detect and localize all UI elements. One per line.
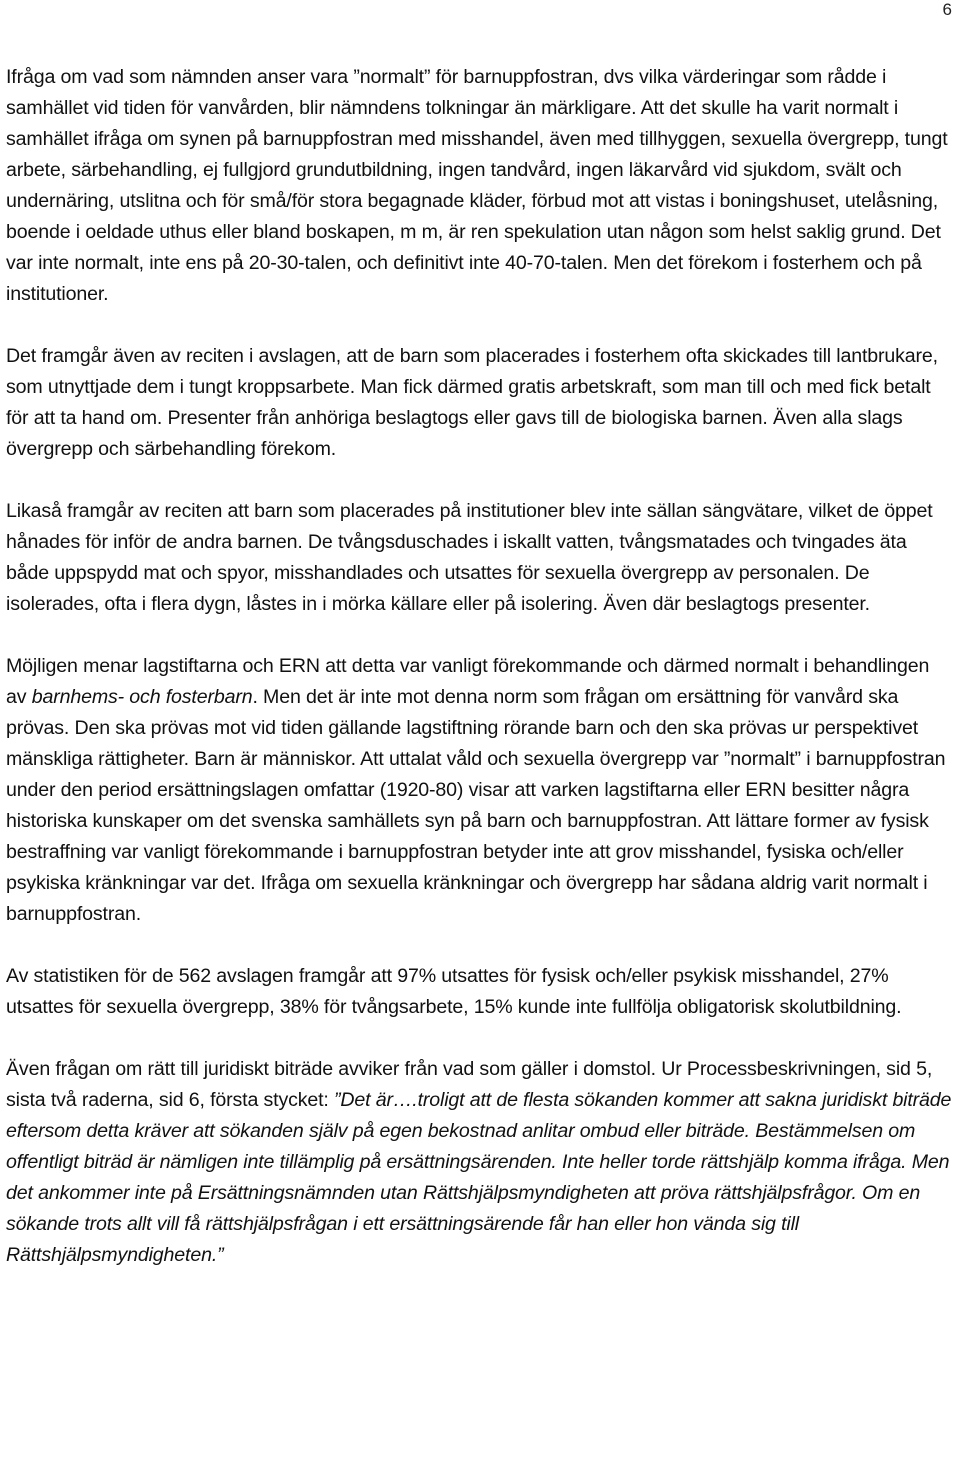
page-number: 6 bbox=[942, 0, 952, 19]
paragraph-juridiskt-bitrade bbox=[6, 1054, 954, 1271]
paragraph-text: Av statistiken för de 562 avslagen framgår att 97% utsattes för fysisk och/eller psykisk misshandel, 27% utsattes för sexuella övergrepp, 38% för tvångsarbete, 15% kunde inte fullfölja obligatorisk skolutbildning. bbox=[6, 965, 902, 1018]
paragraph-text: Möjligen menar lagstiftarna och ERN att detta var vanligt förekommande och därmed normalt i behandlingen av bbox=[6, 655, 930, 708]
paragraph-quote-text: ”Det är….troligt att de flesta sökanden kommer att sakna juridiskt biträde eftersom detta kräver att sökanden själv på egen bekostnad anlitar ombud eller biträde. Bestämmelsen om offentligt biträd är nämligen inte tillämplig på ersättningsärenden. Inte heller torde rättshjälp komma ifråga. Men det ankommer inte på Ersättningsnämnden utan Rättshjälpsmyndigheten att pröva rättshjälpsfrågor. Om en sökande trots allt vill få rättshjälpsfrågan i ett ersättningsärende får han eller hon vända sig till Rättshjälpsmyndigheten.” bbox=[6, 1089, 952, 1266]
paragraph-text: . Men det är inte mot denna norm som frågan om ersättning för vanvård ska prövas. Den ska prövas mot vid tiden gällande lagstiftning rörande barn och den ska prövas ur perspektivet mänskliga rättigheter. Barn är människor. Att uttalat våld och sexuella övergrepp var ”normalt” i barnuppfostran under den period ersättningslagen omfattar (1920-80) visar att varken lagstiftarna eller ERN besitter några historiska kunskaper om det svenska samhällets syn på barn och barnuppfostran. Att lättare former av fysisk bestraffning var vanligt förekommande i barnuppfostran betyder inte att grov misshandel, fysiska och/eller psykiska kränkningar var det. Ifråga om sexuella kränkningar och övergrepp har sådana aldrig varit normalt i barnuppfostran. bbox=[6, 686, 946, 925]
paragraph-institutioner bbox=[6, 496, 954, 620]
paragraph-text: Ifråga om vad som nämnden anser vara ”normalt” för barnuppfostran, dvs vilka värderingar som rådde i samhället vid tiden för vanvården, blir nämndens tolkningar än märkligare. Att det skulle ha varit normalt i samhället ifråga om synen på barnuppfostran med misshandel, även med tillhyggen, sexuella övergrepp, tungt arbete, särbehandling, ej fullgjord grundutbildning, ingen tandvård, ingen läkarvård vid sjukdom, svält och undernäring, utslitna och för små/för stora begagnade kläder, förbud mot att vistas i boningshuset, utelåsning, boende i oeldade uthus eller bland boskapen, m m, är ren spekulation utan någon som helst saklig grund. Det var inte normalt, inte ens på 20-30-talen, och definitivt inte 40-70-talen. Men det förekom i fosterhem och på institutioner. bbox=[6, 66, 948, 305]
paragraph-normalt-barnuppfostran bbox=[6, 62, 954, 310]
paragraph-text: Även frågan om rätt till juridiskt biträde avviker från vad som gäller i domstol. Ur Processbeskrivningen, sid 5, sista två raderna, sid 6, första stycket: bbox=[6, 1058, 933, 1111]
paragraph-text: Det framgår även av reciten i avslagen, att de barn som placerades i fosterhem ofta skickades till lantbrukare, som utnyttjade dem i tungt kroppsarbete. Man fick därmed gratis arbetskraft, som man till och med fick betalt för att ta hand om. Presenter från anhöriga beslagtogs eller gavs till de biologiska barnen. Även alla slags övergrepp och särbehandling förekom. bbox=[6, 345, 938, 460]
paragraph-italic-text: barnhems- och fosterbarn bbox=[31, 686, 253, 708]
document-body bbox=[6, 62, 954, 1302]
paragraph-text: Likaså framgår av reciten att barn som placerades på institutioner blev inte sällan sängvätare, vilket de öppet hånades för inför de andra barnen. De tvångsduschades i iskallt vatten, tvångsmatades och tvingades äta både uppspydd mat och spyor, misshandlades och utsattes för sexuella övergrepp av personalen. De isolerades, ofta i flera dygn, låstes in i mörka källare eller på isolering. Även där beslagtogs presenter. bbox=[6, 500, 933, 615]
paragraph-fosterhem bbox=[6, 341, 954, 465]
paragraph-lagstiftarna-ern bbox=[6, 651, 954, 930]
paragraph-statistik bbox=[6, 961, 954, 1023]
